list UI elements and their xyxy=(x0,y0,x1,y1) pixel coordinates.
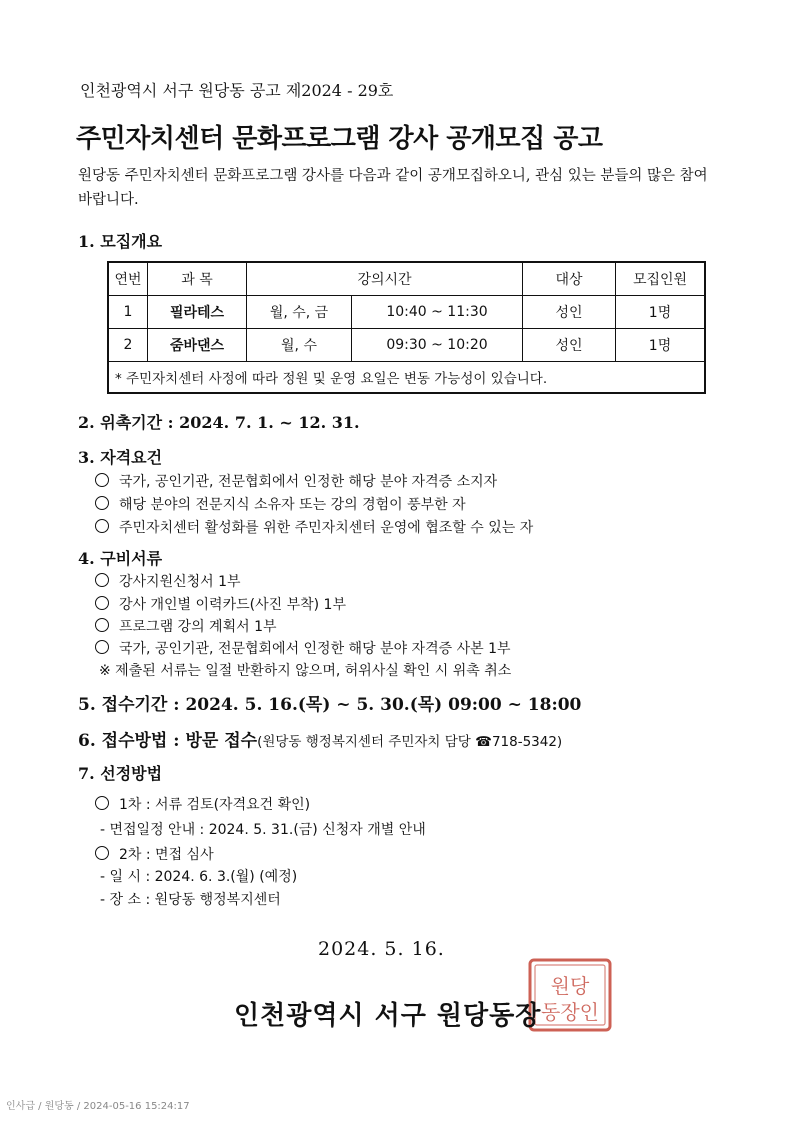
print-stamp-footer: 인사급 / 원당동 / 2024-05-16 15:24:17 xyxy=(6,1101,190,1112)
documents-note: ※ 제출된 서류는 일절 반환하지 않으며, 허위사실 확인 시 위촉 취소 xyxy=(99,663,512,679)
cell-subject: 필라테스 xyxy=(148,296,247,329)
list-item: 강사 개인별 이력카드(사진 부착) 1부 xyxy=(95,594,346,614)
header-subject: 과 목 xyxy=(148,262,247,296)
cell-count: 1명 xyxy=(616,329,706,362)
section-heading-method: 6. 접수방법 : 방문 접수 xyxy=(78,731,258,751)
list-item: 국가, 공인기관, 전문협회에서 인정한 해당 분야 자격증 사본 1부 xyxy=(95,638,511,658)
section-heading-qualification: 3. 자격요건 xyxy=(78,448,163,467)
header-no: 연번 xyxy=(108,262,148,296)
header-count: 모집인원 xyxy=(616,262,706,296)
circle-bullet-icon xyxy=(95,640,109,654)
cell-count: 1명 xyxy=(616,296,706,329)
notice-number: 인천광역시 서구 원당동 공고 제2024 - 29호 xyxy=(80,81,394,100)
table-note: * 주민자치센터 사정에 따라 정원 및 운영 요일은 변동 가능성이 있습니다. xyxy=(108,362,705,394)
step1-detail: - 면접일정 안내 : 2024. 5. 31.(금) 신청자 개별 안내 xyxy=(100,822,426,838)
circle-bullet-icon xyxy=(95,596,109,610)
cell-target: 성인 xyxy=(523,296,616,329)
header-time: 강의시간 xyxy=(247,262,523,296)
list-item: 주민자치센터 활성화를 위한 주민자치센터 운영에 협조할 수 있는 자 xyxy=(95,517,533,537)
cell-days: 월, 수, 금 xyxy=(247,296,352,329)
cell-target: 성인 xyxy=(523,329,616,362)
method-detail: (원당동 행정복지센터 주민자치 담당 ☎718-5342) xyxy=(257,734,563,750)
list-item: 해당 분야의 전문지식 소유자 또는 강의 경험이 풍부한 자 xyxy=(95,494,466,514)
step2-date: - 일 시 : 2024. 6. 3.(월) (예정) xyxy=(100,869,298,885)
list-item: 프로그램 강의 계획서 1부 xyxy=(95,616,277,636)
issuer-name: 인천광역시 서구 원당동장 xyxy=(234,1001,542,1031)
list-item: 2차 : 면접 심사 xyxy=(95,844,214,864)
section-heading-overview: 1. 모집개요 xyxy=(78,232,163,251)
table-header-row xyxy=(108,262,705,296)
table-row xyxy=(108,329,705,362)
section-heading-documents: 4. 구비서류 xyxy=(78,549,163,568)
circle-bullet-icon xyxy=(95,796,109,810)
list-item: 국가, 공인기관, 전문협회에서 인정한 해당 분야 자격증 소지자 xyxy=(95,471,497,491)
cell-subject: 줌바댄스 xyxy=(148,329,247,362)
issue-date: 2024. 5. 16. xyxy=(318,938,445,960)
table-row xyxy=(108,296,705,329)
intro-paragraph: 원당동 주민자치센터 문화프로그램 강사를 다음과 같이 공개모집하오니, 관심 있는 분들의 많은 참여 바랍니다. xyxy=(78,168,708,208)
circle-bullet-icon xyxy=(95,473,109,487)
circle-bullet-icon xyxy=(95,519,109,533)
section-reception-method xyxy=(78,726,562,751)
cell-no: 2 xyxy=(108,329,148,362)
table-note-row xyxy=(108,362,705,394)
recruitment-table xyxy=(107,261,706,394)
cell-time: 10:40 ~ 11:30 xyxy=(352,296,523,329)
cell-no: 1 xyxy=(108,296,148,329)
cell-time: 09:30 ~ 10:20 xyxy=(352,329,523,362)
list-item: 1차 : 서류 검토(자격요건 확인) xyxy=(95,794,310,814)
header-target: 대상 xyxy=(523,262,616,296)
circle-bullet-icon xyxy=(95,573,109,587)
circle-bullet-icon xyxy=(95,618,109,632)
svg-text:동장인: 동장인 xyxy=(541,1000,599,1024)
list-item: 강사지원신청서 1부 xyxy=(95,571,241,591)
step2-place: - 장 소 : 원당동 행정복지센터 xyxy=(100,892,281,908)
page-title: 주민자치센터 문화프로그램 강사 공개모집 공고 xyxy=(76,124,603,154)
circle-bullet-icon xyxy=(95,496,109,510)
section-heading-period: 2. 위촉기간 : 2024. 7. 1. ~ 12. 31. xyxy=(78,413,360,432)
circle-bullet-icon xyxy=(95,846,109,860)
section-heading-reception-period: 5. 접수기간 : 2024. 5. 16.(목) ~ 5. 30.(목) 09:00 ~ 18:00 xyxy=(78,695,582,715)
section-heading-selection: 7. 선정방법 xyxy=(78,764,163,783)
svg-text:원당: 원당 xyxy=(550,974,590,998)
cell-days: 월, 수 xyxy=(247,329,352,362)
